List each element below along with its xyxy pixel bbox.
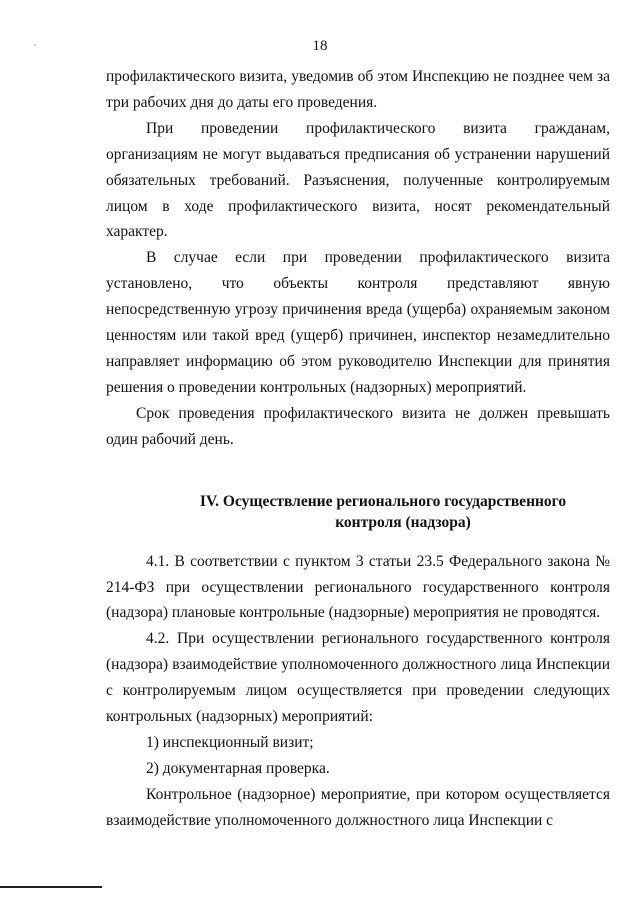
paragraph-4-2: 4.2. При осуществлении регионального государственного контроля (надзора) взаимодействие уполномоченного должностного лица Инспекции с контролируемым лицом осуществляется при проведении следующих контрольных (надзорных) мероприятий: bbox=[106, 630, 610, 726]
paragraph-threat-case: В случае если при проведении профилактического визита установлено, что объекты контроля представляют явную непосредственную угрозу причинения вреда (ущерба) охраняемым законом ценностям или такой вред (ущерб) причинен, инспектор незамедлительно направляет информацию об этом руководителю Инспекции для принятия решения о проведении контрольных (надзорных) мероприятий. bbox=[106, 249, 610, 396]
document-body bbox=[106, 64, 610, 834]
scan-speck bbox=[34, 44, 36, 46]
list-item-documentary-check: 2) документарная проверка. bbox=[146, 759, 330, 777]
paragraph-4-1: 4.1. В соответствии с пунктом 3 статьи 23.5 Федерального закона № 214-ФЗ при осуществлении регионального государственного контроля (надзора) плановые контрольные (надзорные) мероприятия не проводятся. bbox=[106, 552, 610, 622]
list-item-inspection-visit: 1) инспекционный визит; bbox=[146, 733, 314, 751]
section-heading-line-1: IV. Осуществление регионального государственного bbox=[199, 492, 567, 510]
section-heading bbox=[106, 491, 610, 533]
paragraph-prescriptions: При проведении профилактического визита гражданам, организациям не могут выдаваться предписания об устранении нарушений обязательных требований. Разъяснения, полученные контролируемым лицом в ходе профилактического визита, носят рекомендательный характер. bbox=[106, 119, 610, 241]
paragraph-control-measure: Контрольное (надзорное) мероприятие, при котором осуществляется взаимодействие уполномоченного должностного лица Инспекции с bbox=[106, 785, 610, 829]
page-number: 18 bbox=[312, 38, 328, 54]
paragraph-visit-duration: Срок проведения профилактического визита не должен превышать один рабочий день. bbox=[106, 404, 610, 448]
paragraph-continuation: профилактического визита, уведомив об этом Инспекцию не позднее чем за три рабочих дня до даты его проведения. bbox=[106, 68, 610, 111]
section-heading-line-2: контроля (надзора) bbox=[335, 513, 471, 531]
footer-rule bbox=[0, 886, 102, 888]
